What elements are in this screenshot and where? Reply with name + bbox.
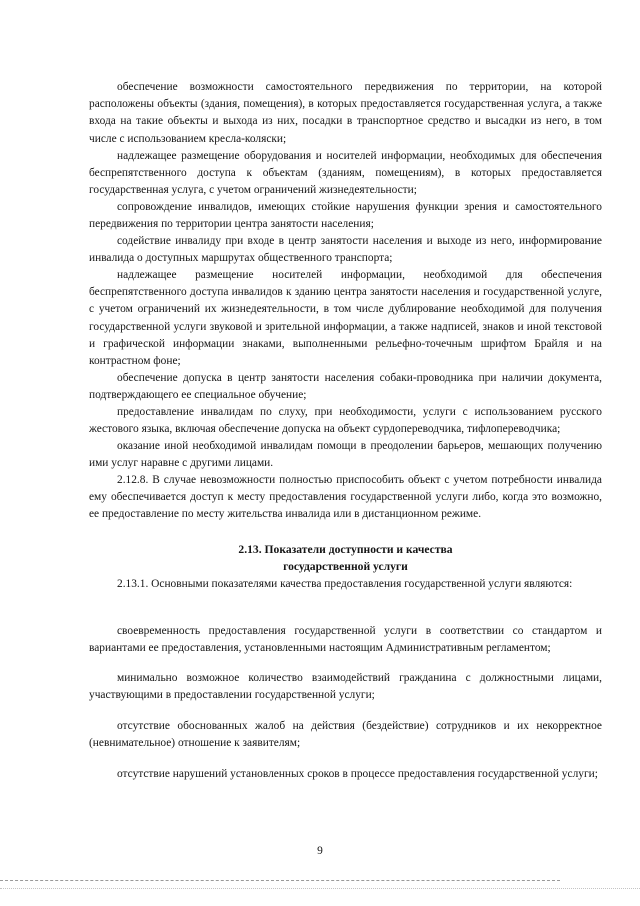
paragraph-text: минимально возможное количество взаимодействий гражданина с должностными лицами, участвующими в предоставлении государственной услуги; [89,672,602,702]
paragraph-text: оказание иной необходимой инвалидам помощи в преодолении барьеров, мешающих получению ими услуг наравне с другими лицами. [89,440,602,470]
paragraph [89,438,602,472]
paragraph [89,404,602,438]
paragraph [89,766,602,783]
paragraph [89,370,602,404]
paragraph-text: своевременность предоставления государственной услуги в соответствии со стандартом и вариантами ее предоставления, установленными настоящим Административным регламентом; [89,625,602,655]
paragraph-text: предоставление инвалидам по слуху, при необходимости, услуги с использованием русского жестового языка, включая обеспечение допуска на объект сурдопереводчика, тифлопереводчика; [89,406,602,436]
paragraph-text: отсутствие обоснованных жалоб на действия (бездействие) сотрудников и их некорректное (невнимательное) отношение к заявителям; [89,720,602,750]
paragraph-text: обеспечение допуска в центр занятости населения собаки-проводника при наличии документа, подтверждающего ее специальное обучение; [89,372,602,402]
paragraph [89,670,602,704]
paragraph-text: надлежащее размещение носителей информации, необходимой для обеспечения беспрепятственного доступа инвалидов к зданию центра занятости населения и государственной услуге, с учетом ограничений их жизнедеятельности, в том числе дублирование необходимой для получения государственной услуги звуковой и зрительной информации, а также надписей, знаков и иной текстовой и графической информации знаками, выполненными рельефно-точечным шрифтом Брайля и на контрастном фоне; [89,269,602,368]
paragraph [89,267,602,370]
paragraph [89,79,602,148]
paragraph [89,718,602,752]
scan-edge-line [0,880,560,881]
paragraph [89,233,602,267]
paragraph-text: 2.13.1. Основными показателями качества предоставления государственной услуги являются: [117,578,573,590]
paragraph-text: отсутствие нарушений установленных сроков в процессе предоставления государственной услуги; [117,768,598,780]
section-heading-line-1: 2.13. Показатели доступности и качества [238,543,453,556]
paragraph-text: надлежащее размещение оборудования и носителей информации, необходимых для обеспечения беспрепятственного доступа к объектам (зданиям, помещениям), в которых предоставляется государственная услуга, с учетом ограничений жизнедеятельности; [89,150,602,197]
paragraph [89,199,602,233]
paragraph [89,576,602,593]
paragraph-text: сопровождение инвалидов, имеющих стойкие нарушения функции зрения и самостоятельного передвижения по территории центра занятости населения; [89,201,602,231]
paragraph [89,148,602,200]
paragraph [89,472,602,524]
paragraph-text: содействие инвалиду при входе в центр занятости населения и выходе из него, информирование инвалида о доступных маршрутах общественного транспорта; [89,235,602,265]
paragraph-text: обеспечение возможности самостоятельного передвижения по территории, на которой расположены объекты (здания, помещения), в которых предоставляется государственная услуга, а также входа на такие объекты и выхода из них, посадки в транспортное средство и высадки из него, в том числе с использованием кресла-коляски; [89,81,602,145]
scan-edge-line [0,888,640,889]
section-heading-line-2: государственной услуги [283,560,408,573]
paragraph [89,623,602,657]
page-number: 9 [317,845,323,857]
paragraph-text: 2.12.8. В случае невозможности полностью приспособить объект с учетом потребности инвалида ему обеспечивается доступ к месту предоставления государственной услуги либо, когда это возможно, ее предоставление по месту жительства инвалида или в дистанционном режиме. [89,474,602,521]
